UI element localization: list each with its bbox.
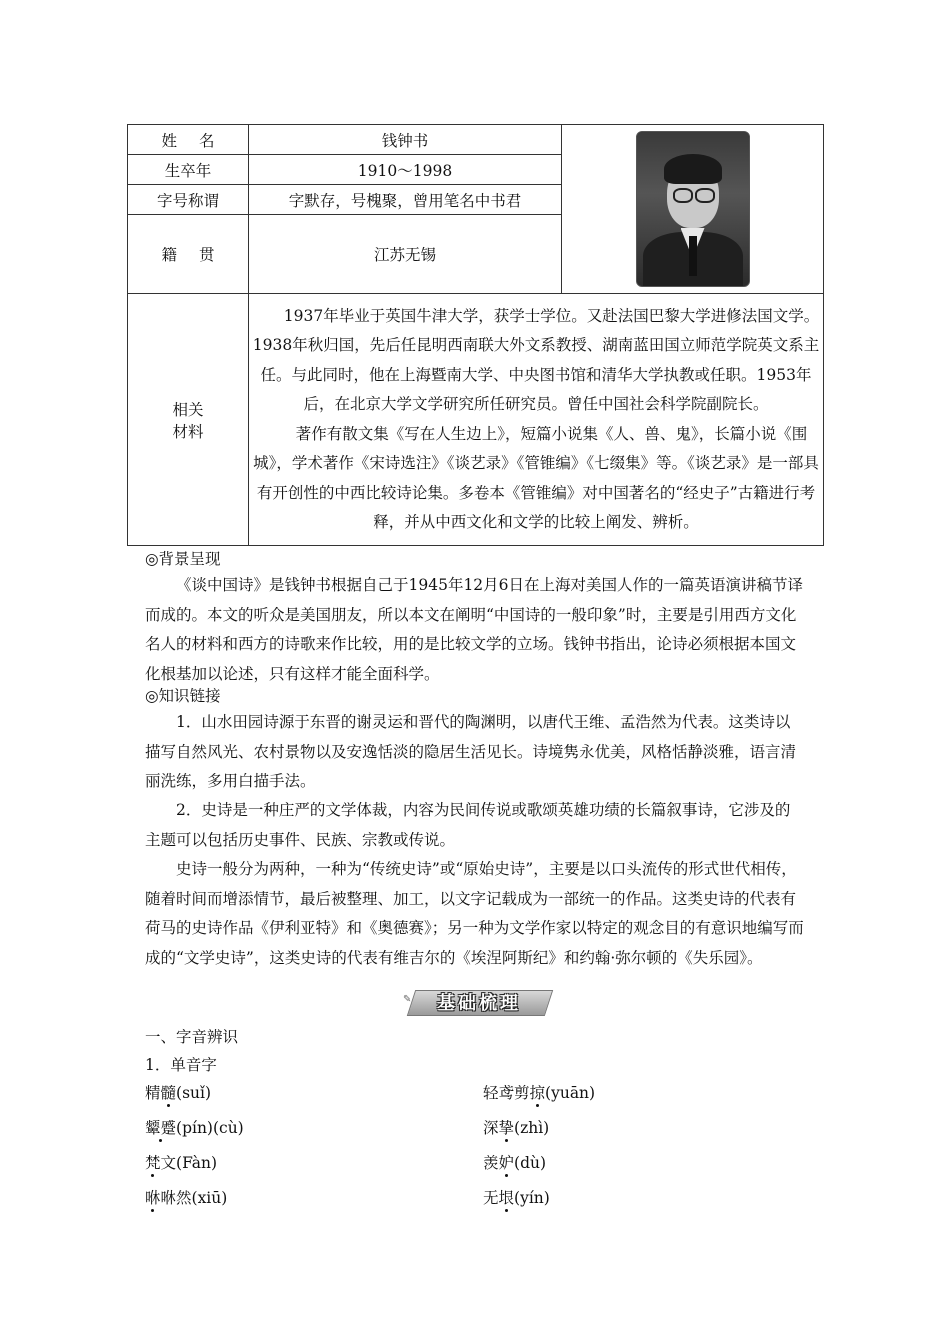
label-years: 生卒年 bbox=[128, 155, 249, 185]
pronunciation-item: 羡妒(dù) bbox=[483, 1151, 546, 1173]
photo-cell bbox=[562, 125, 824, 294]
banner-decoration-icon: ✎ bbox=[403, 994, 412, 1005]
label-material-line1: 相关 bbox=[172, 400, 204, 419]
pronunciation-item: 轻鸢剪掠(yuān) bbox=[483, 1081, 595, 1103]
background-paragraph: 《谈中国诗》是钱钟书根据自己于1945年12月6日在上海对美国人作的一篇英语演讲稿节译而成的。本文的听众是美国朋友，所以本文在阐明“中国诗的一般印象”时，主要是引用西方文化名人的材料和西方的诗歌来作比较，用的是比较文学的立场。钱钟书指出，论诗必须根据本国文化根基加以论述，只有这样才能全面科学。 bbox=[145, 576, 804, 683]
section-title: 一、字音辨识 bbox=[145, 1028, 239, 1046]
label-material-line2: 材料 bbox=[172, 422, 204, 441]
knowledge-paragraph-1: 1．山水田园诗源于东晋的谢灵运和晋代的陶渊明，以唐代王维、孟浩然为代表。这类诗以描写自然风光、农村景物以及安逸恬淡的隐居生活见长。诗境隽永优美，风格恬静淡雅，语言清丽洗练，多用白描手法。 bbox=[145, 713, 797, 790]
pronunciation-item: 无垠(yín) bbox=[483, 1186, 550, 1208]
pronunciation-item: 颦蹙(pín)(cù) bbox=[145, 1116, 244, 1138]
label-name: 姓名 bbox=[128, 125, 249, 155]
pronunciation-item: 深挚(zhì) bbox=[483, 1116, 549, 1138]
author-portrait bbox=[636, 131, 750, 287]
knowledge-paragraph-3: 史诗一般分为两种，一种为“传统史诗”或“原始史诗”，主要是以口头流传的形式世代相传，随着时间而增添情节，最后被整理、加工，以文字记载成为一部统一的作品。这类史诗的代表有荷马的史诗作品《伊利亚特》和《奥德赛》；另一种为文学作家以特定的观念目的有意识地编写而成的“文学史诗”，这类史诗的代表有维吉尔的《埃涅阿斯纪》和约翰·弥尔顿的《失乐园》。 bbox=[145, 860, 804, 967]
label-material bbox=[128, 294, 249, 546]
material-cell bbox=[249, 294, 824, 546]
value-name: 钱钟书 bbox=[249, 125, 562, 155]
author-info-table bbox=[127, 124, 824, 546]
label-alias: 字号称谓 bbox=[128, 185, 249, 215]
knowledge-paragraph-2: 2．史诗是一种庄严的文学体裁，内容为民间传说或歌颂英雄功绩的长篇叙事诗，它涉及的主题可以包括历史事件、民族、宗教或传说。 bbox=[145, 801, 791, 849]
value-alias: 字默存，号槐聚，曾用笔名中书君 bbox=[249, 185, 562, 215]
section-subtitle: 1．单音字 bbox=[145, 1056, 217, 1074]
material-paragraph: 1937年毕业于英国牛津大学，获学士学位。又赴法国巴黎大学进修法国文学。1938年秋归国，先后任昆明西南联大外文系教授、湖南蓝田国立师范学院英文系主任。与此同时，他在上海暨南大学、中央图书馆和清华大学执教或任职。1953年后，在北京大学文学研究所任研究员。曾任中国社会科学院副院长。 bbox=[252, 306, 820, 413]
banner-title: 基础梳理 bbox=[437, 993, 521, 1014]
pronunciation-item: 咻咻然(xiū) bbox=[145, 1186, 227, 1208]
value-origin: 江苏无锡 bbox=[249, 215, 562, 294]
value-years: 1910～1998 bbox=[249, 155, 562, 185]
pronunciation-item: 精髓(suǐ) bbox=[145, 1081, 211, 1103]
section-banner bbox=[403, 988, 551, 1016]
knowledge-heading: ◎知识链接 bbox=[145, 687, 221, 705]
label-origin: 籍贯 bbox=[128, 215, 249, 294]
pronunciation-item: 梵文(Fàn) bbox=[145, 1151, 217, 1173]
material-paragraph: 著作有散文集《写在人生边上》，短篇小说集《人、兽、鬼》，长篇小说《围城》，学术著作《宋诗选注》《谈艺录》《管锥编》《七缀集》等。《谈艺录》是一部具有开创性的中西比较诗论集。多卷本《管锥编》对中国著名的“经史子”古籍进行考释，并从中西文化和文学的比较上阐发、辨析。 bbox=[253, 424, 819, 531]
background-heading: ◎背景呈现 bbox=[145, 550, 221, 568]
